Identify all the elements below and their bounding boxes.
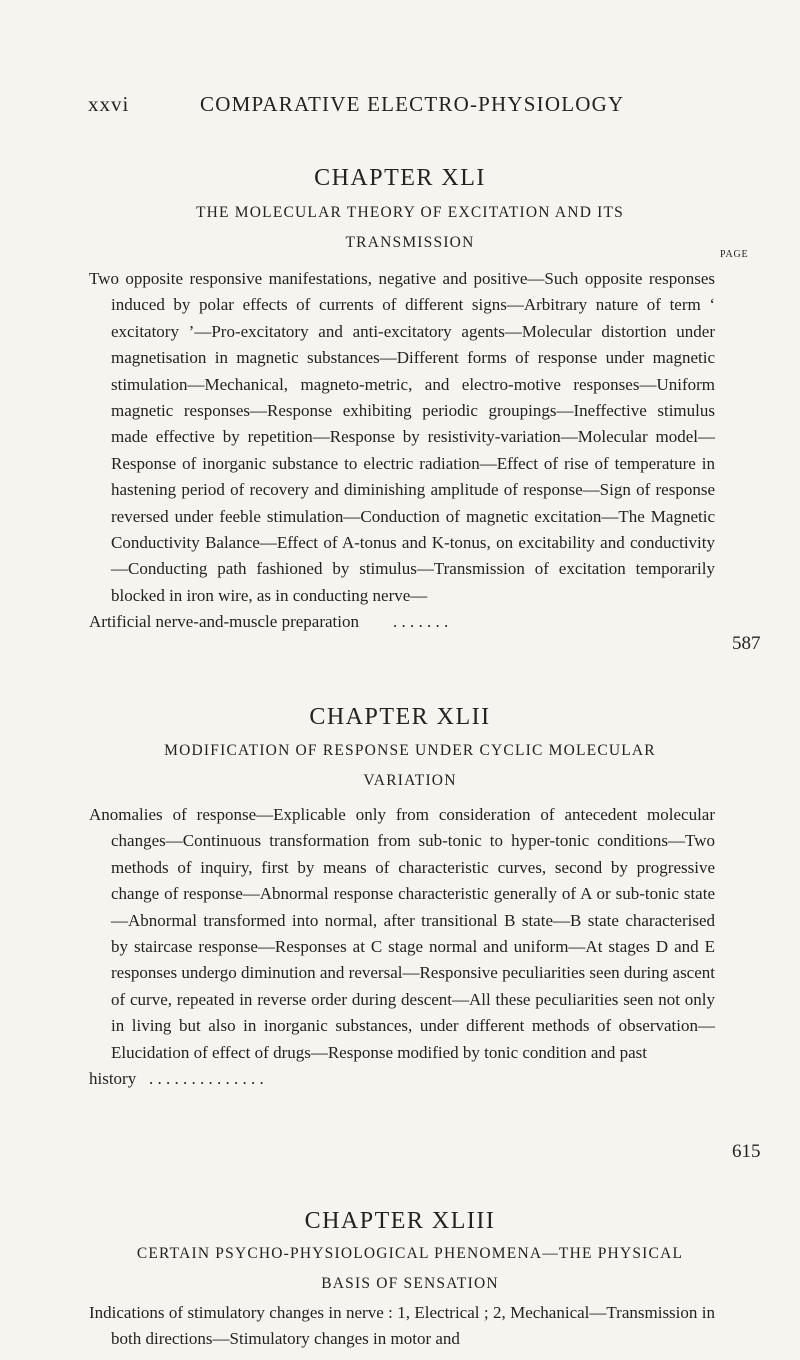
chapter-xli-page-ref: 587 xyxy=(732,633,761,654)
chapter-xlii-summary xyxy=(89,802,715,1092)
chapter-xliii-subtitle-line1: CERTAIN PSYCHO-PHYSIOLOGICAL PHENOMENA—THE PHYSICAL xyxy=(136,1245,684,1262)
chapter-xlii-page-ref: 615 xyxy=(732,1141,761,1162)
chapter-xliii-summary-text: Indications of stimulatory changes in nerve : 1, Electrical ; 2, Mechanical—Transmission in both directions—Stimulatory changes in motor and xyxy=(89,1303,715,1349)
chapter-xli-summary xyxy=(89,266,715,636)
chapter-xlii-subtitle-line2: VARIATION xyxy=(363,772,457,789)
chapter-xlii-summary-text: Anomalies of response—Explicable only from consideration of antecedent molecular changes—Continuous transformation from sub-tonic to hyper-tonic conditions—Two methods of inquiry, first by means of characteristic curves, second by progressive change of response—Abnormal response characteristic generally of A or sub-tonic state—Abnormal transformed into normal, after transitional B state—B state characterised by staircase response—Responses at C stage normal and uniform—At stages D and E responses undergo diminution and reversal—Responsive peculiarities seen during ascent of curve, repeated in reverse order during descent—All these peculiarities seen not only in living but also in inorganic substances, under different methods of observation—Elucidation of effect of drugs—Response modified by tonic condition and past xyxy=(89,805,715,1062)
chapter-xliii-subtitle xyxy=(60,1239,760,1299)
chapter-xli-summary-last-line xyxy=(89,609,715,635)
chapter-xlii-summary-last: history xyxy=(89,1069,137,1089)
book-title: COMPARATIVE ELECTRO-PHYSIOLOGY xyxy=(200,92,625,116)
chapter-xli-subtitle xyxy=(110,198,710,258)
chapter-xlii-subtitle xyxy=(110,736,710,796)
page-column-label: PAGE xyxy=(720,249,749,260)
chapter-xli-heading: CHAPTER XLI xyxy=(314,165,486,191)
chapter-xli-leader: . . . . . . . xyxy=(392,612,449,632)
page-number: xxvi xyxy=(88,92,130,116)
chapter-xlii-subtitle-line1: MODIFICATION OF RESPONSE UNDER CYCLIC MOLECULAR xyxy=(164,742,656,759)
running-head xyxy=(88,92,728,122)
chapter-xli-summary-last: Artificial nerve-and-muscle preparation xyxy=(89,612,359,632)
chapter-xli-subtitle-line1: THE MOLECULAR THEORY OF EXCITATION AND ITS xyxy=(195,204,625,221)
chapter-xliii-subtitle-line2: BASIS OF SENSATION xyxy=(321,1275,499,1292)
chapter-xlii-leader: . . . . . . . . . . . . . . xyxy=(148,1069,264,1089)
chapter-xli-summary-text: Two opposite responsive manifestations, negative and positive—Such opposite responses induced by polar effects of currents of different signs—Arbitrary nature of term ‘ excitatory ’—Pro-excitatory and anti-excitatory agents—Molecular distortion under magnetisation in magnetic substances—Different forms of response under magnetic stimulation—Mechanical, magneto-metric, and electro-motive responses—Uniform magnetic responses—Response exhibiting periodic groupings—Ineffective stimulus made effective by repetition—Response by resistivity-variation—Molecular model—Response of inorganic substance to electric radiation—Effect of rise of temperature in hastening period of recovery and diminishing amplitude of response—Sign of response reversed under feeble stimulation—Conduction of magnetic excitation—The Magnetic Conductivity Balance—Effect of A-tonus and K-tonus, on excitability and conductivity—Conducting path fashioned by stimulus—Transmission of excitation temporarily blocked in iron wire, as in conducting nerve— xyxy=(89,269,715,605)
chapter-xliii-summary xyxy=(89,1300,715,1353)
chapter-xliii-heading: CHAPTER XLIII xyxy=(304,1208,496,1234)
chapter-xli-subtitle-line2: TRANSMISSION xyxy=(345,234,475,251)
chapter-xlii-summary-last-line xyxy=(89,1066,715,1092)
chapter-xlii-heading: CHAPTER XLII xyxy=(309,704,491,730)
